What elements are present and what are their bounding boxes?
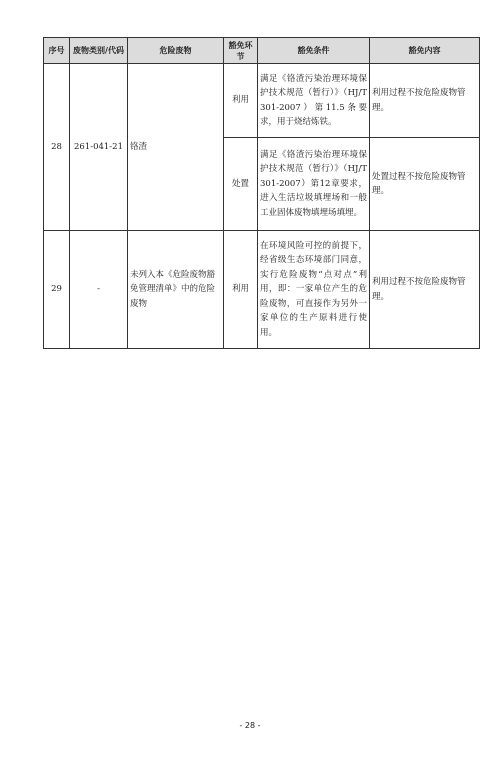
- row-condition: 满足《铬渣污染治理环境保护技术规范（暂行）》（HJ/T301-2007）第11.5条要求，用于烧结炼铁。: [258, 64, 370, 138]
- header-content: 豁免内容: [370, 38, 480, 64]
- row-stage: 利用: [224, 64, 258, 138]
- header-condition: 豁免条件: [258, 38, 370, 64]
- table-row: [44, 231, 480, 349]
- row-stage: 利用: [224, 231, 258, 349]
- row-condition: 满足《铬渣污染治理环境保护技术规范（暂行）》（HJ/T301-2007）第12章要求，进入生活垃圾填埋场和一般工业固体废物填埋场填埋。: [258, 138, 370, 231]
- row-no: 29: [44, 231, 70, 349]
- row-content: 利用过程不按危险废物管理。: [370, 231, 480, 349]
- row-waste: 铬渣: [128, 64, 224, 231]
- page-number: - 28 -: [239, 721, 261, 730]
- row-content: 处置过程不按危险废物管理。: [370, 138, 480, 231]
- row-condition: 在环境风险可控的前提下，经省级生态环境部门同意，实行危险废物“点对点”利用，即：一家单位产生的危险废物，可直接作为另外一家单位的生产原料进行使用。: [258, 231, 370, 349]
- header-waste: 危险废物: [128, 38, 224, 64]
- row-code: -: [70, 231, 128, 349]
- exemption-table: [43, 37, 480, 349]
- table-row: [44, 64, 480, 138]
- row-code: 261-041-21: [70, 64, 128, 231]
- row-content: 利用过程不按危险废物管理。: [370, 64, 480, 138]
- row-no: 28: [44, 64, 70, 231]
- row-stage: 处置: [224, 138, 258, 231]
- header-no: 序号: [44, 38, 70, 64]
- table-header-row: [44, 38, 480, 64]
- header-code: 废物类别/代码: [70, 38, 128, 64]
- header-stage: 豁免环节: [224, 38, 258, 64]
- row-waste: 未列入本《危险废物豁免管理清单》中的危险废物: [128, 231, 224, 349]
